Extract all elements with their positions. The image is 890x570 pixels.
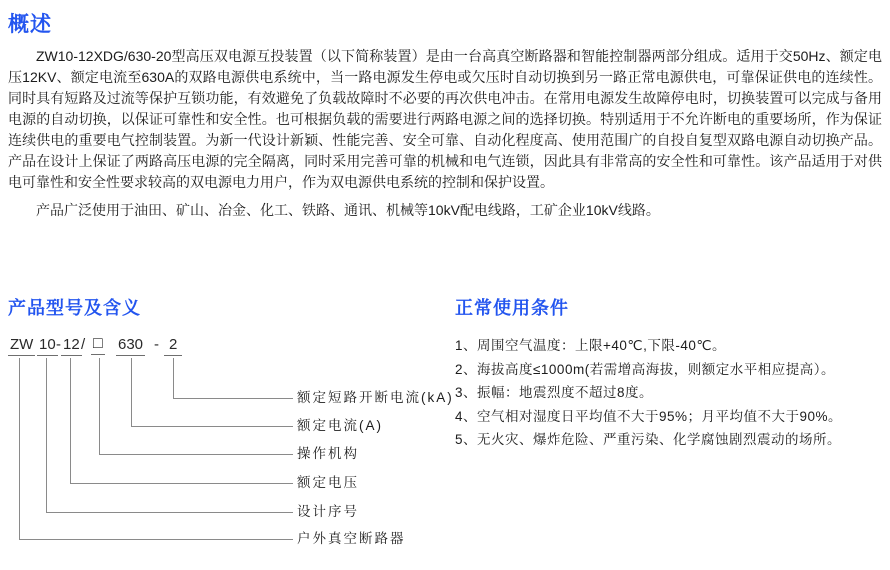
connector-line (173, 398, 293, 399)
connector-line (19, 539, 293, 540)
connector-line (99, 358, 100, 454)
meaning-design-serial-no: 设计序号 (297, 504, 359, 519)
model-designation-diagram (8, 335, 454, 562)
model-segment-design-no: 10 (37, 336, 58, 356)
meaning-rated-breaking-current: 额定短路开断电流(kA) (297, 390, 454, 405)
meaning-operating-mechanism: 操作机构 (297, 446, 359, 461)
overview-title: 概述 (8, 13, 52, 36)
connector-line (173, 358, 174, 398)
connector-line (131, 426, 293, 427)
condition-item: 2、海拔高度≤1000m(若需增高海拔，则额定水平相应提高）。 (455, 361, 835, 377)
model-separator-slash: / (81, 336, 86, 353)
connector-line (46, 512, 293, 513)
meaning-rated-current: 额定电流(A) (297, 418, 383, 433)
model-dash-2: - (154, 336, 159, 353)
model-segment-breaking-current: 2 (164, 336, 182, 356)
model-section-title: 产品型号及含义 (8, 298, 141, 318)
connector-line (19, 358, 20, 539)
overview-body (8, 46, 882, 221)
connector-line (46, 358, 47, 512)
meaning-rated-voltage: 额定电压 (297, 475, 359, 490)
conditions-section-title: 正常使用条件 (455, 298, 569, 318)
condition-item: 3、振幅：地震烈度不超过8度。 (455, 385, 654, 400)
meaning-outdoor-vacuum-breaker: 户外真空断路器 (297, 531, 406, 546)
overview-paragraph-1: ZW10-12XDG/630-20型高压双电源互投装置（以下简称装置）是由一台高真空断路器和智能控制器两部分组成。适用于交50Hz、额定电压12KV、额定电流至630A的双路电源供电系统中，当一路电源发生停电或欠压时自动切换到另一路正常电源供电，可靠保证供电的连续性。同时具有短路及过流等保护互锁功能，有效避免了负载故障时不必要的再次供电冲击。在常用电源发生故障停电时，切换装置可以完成与备用电源的自动切换，以保证可靠性和安全性。也可根据负载的需要进行两路电源之间的选择切换。特别适用于不允许断电的重要场所，作为保证连续供电的重要电气控制装置。为新一代设计新颖、性能完善、安全可靠、自动化程度高、使用范围广的自投自复型双路电源自动切换产品。产品在设计上保证了两路高压电源的完全隔离，同时采用完善可靠的机械和电气连锁，因此具有非常高的安全性和可靠性。该产品适用于对供电可靠性和安全性要求较高的双电源电力用户，作为双电源供电系统的控制和保护设置。 (8, 48, 882, 190)
connector-line (70, 483, 293, 484)
model-dash-1: - (56, 336, 61, 353)
connector-line (131, 358, 132, 426)
model-segment-current: 630 (116, 336, 145, 356)
connector-line (70, 358, 71, 483)
model-segment-mechanism-box: □ (91, 335, 105, 355)
connector-line (99, 454, 293, 455)
model-segment-series: ZW (8, 336, 35, 356)
condition-item: 1、周围空气温度：上限+40℃,下限-40℃。 (455, 338, 726, 353)
model-segment-voltage: 12 (61, 336, 82, 356)
overview-paragraph-2: 产品广泛使用于油田、矿山、冶金、化工、铁路、通讯、机械等10kV配电线路，工矿企业10kV线路。 (36, 202, 660, 218)
condition-item: 5、无火灾、爆炸危险、严重污染、化学腐蚀剧烈震动的场所。 (455, 432, 842, 447)
conditions-list (455, 334, 842, 452)
condition-item: 4、空气相对湿度日平均值不大于95%；月平均值不大于90%。 (455, 408, 843, 424)
